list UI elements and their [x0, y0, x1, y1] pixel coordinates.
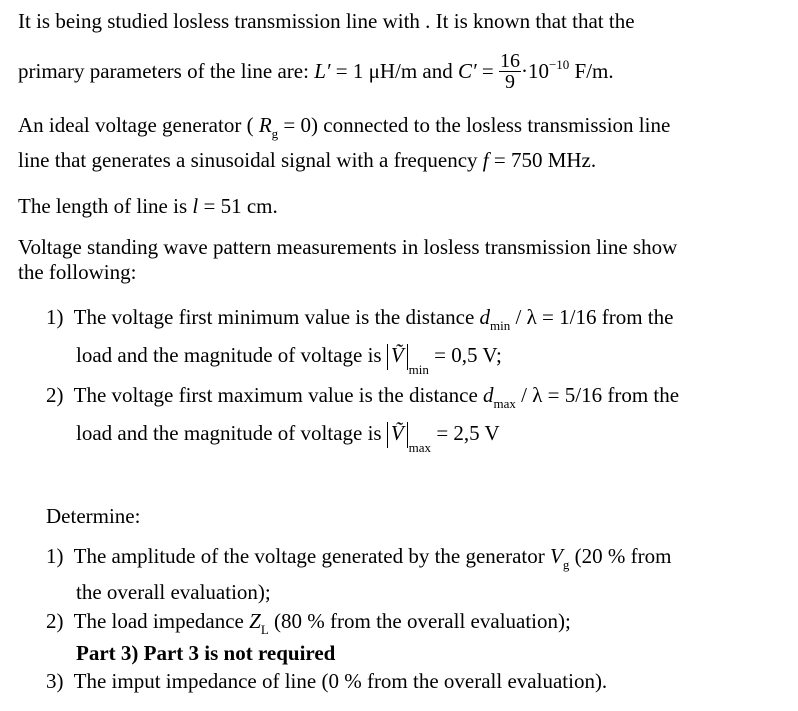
measurement-1-value: = 0,5 V;: [428, 343, 502, 367]
measurement-1-text: The voltage first minimum value is the distance: [73, 305, 480, 329]
power-exponent: −10: [548, 57, 570, 72]
frequency-value: = 750 MHz.: [488, 148, 597, 172]
length-symbol: l: [192, 194, 199, 218]
equals-sign: =: [476, 59, 499, 83]
determine-title: [46, 503, 140, 529]
measurement-2-value: = 2,5 V: [431, 421, 500, 445]
intro-line-1: [18, 8, 635, 34]
resistance-subscript: g: [271, 126, 279, 141]
measurement-2-line-2: [76, 420, 500, 461]
vswr-line-1: [18, 234, 677, 260]
measurement-2-line-1: [46, 382, 679, 417]
voltage-limit-label: max: [408, 440, 432, 455]
capacitance-unit: F/m.: [569, 59, 614, 83]
length-text: The length of line is: [18, 194, 193, 218]
vswr-text-2: the following:: [18, 260, 137, 284]
generator-text-1: An ideal voltage generator (: [18, 113, 259, 137]
voltage-limit-label: min: [408, 362, 429, 377]
length-value: = 51 cm.: [198, 194, 278, 218]
generator-text-2: line that generates a sinusoidal signal with a frequency: [18, 148, 483, 172]
generator-line-2: [18, 147, 596, 173]
question-2-text: The load impedance: [73, 609, 250, 633]
generator-voltage-subscript: g: [562, 557, 570, 572]
measurement-1-line-2: [76, 342, 502, 383]
distance-subscript: max: [493, 396, 516, 411]
question-3-text: The imput impedance of line (0 % from the overall evaluation).: [73, 669, 608, 693]
inductance-value: = 1 μH/m and: [330, 59, 458, 83]
frequency-symbol: f: [482, 148, 489, 172]
capacitance-symbol: C′: [458, 59, 477, 83]
voltage-magnitude: Ṽ: [387, 344, 408, 370]
part-3-note: [76, 640, 335, 666]
resistance-symbol: R: [258, 113, 272, 137]
question-1-weight: (20 % from: [569, 544, 672, 568]
list-number: 3): [46, 669, 64, 693]
measurement-1-ratio: / λ = 1/16 from the: [510, 305, 674, 329]
intro-text: It is being studied losless transmission line with . It is known that that the: [18, 9, 635, 33]
question-1-line-2: [76, 579, 271, 605]
question-1-text: The amplitude of the voltage generated by the generator: [73, 544, 551, 568]
inductance-symbol: L′: [314, 59, 331, 83]
capacitance-fraction: [499, 51, 521, 92]
list-number: 2): [46, 609, 64, 633]
list-number: 2): [46, 383, 64, 407]
determine-heading: Determine:: [46, 504, 141, 528]
generator-line-1: [18, 112, 670, 147]
measurement-2-text-2: load and the magnitude of voltage is: [76, 421, 387, 445]
vswr-text-1: Voltage standing wave pattern measurements in losless transmission line show: [18, 235, 678, 259]
intro-text-2: primary parameters of the line are:: [18, 59, 315, 83]
distance-symbol: d: [483, 383, 494, 407]
list-number: 1): [46, 305, 64, 329]
vswr-line-2: [18, 259, 136, 285]
power-base: ·10: [520, 59, 549, 83]
intro-line-2: [18, 49, 614, 94]
voltage-magnitude: Ṽ: [387, 422, 408, 448]
fraction-numerator: 16: [499, 49, 520, 72]
generator-voltage-symbol: V: [550, 544, 563, 568]
question-1-line-1: [46, 543, 671, 578]
measurement-2-ratio: / λ = 5/16 from the: [515, 383, 680, 407]
fraction-denominator: 9: [504, 70, 515, 93]
measurement-2-text: The voltage first maximum value is the distance: [73, 383, 484, 407]
list-number: 1): [46, 544, 64, 568]
question-2-line: [46, 608, 571, 643]
generator-text-1b: = 0) connected to the losless transmission line: [278, 113, 671, 137]
distance-subscript: min: [490, 318, 511, 333]
question-1-text-2: the overall evaluation);: [76, 580, 271, 604]
measurement-1-text-2: load and the magnitude of voltage is: [76, 343, 387, 367]
question-3-line: [46, 668, 607, 694]
load-impedance-symbol: Z: [249, 609, 261, 633]
distance-symbol: d: [479, 305, 491, 329]
length-line: [18, 193, 278, 219]
load-impedance-subscript: L: [260, 622, 269, 637]
part-3-note-text: Part 3) Part 3 is not required: [76, 641, 336, 665]
question-2-weight: (80 % from the overall evaluation);: [268, 609, 571, 633]
measurement-1-line-1: [46, 304, 673, 339]
